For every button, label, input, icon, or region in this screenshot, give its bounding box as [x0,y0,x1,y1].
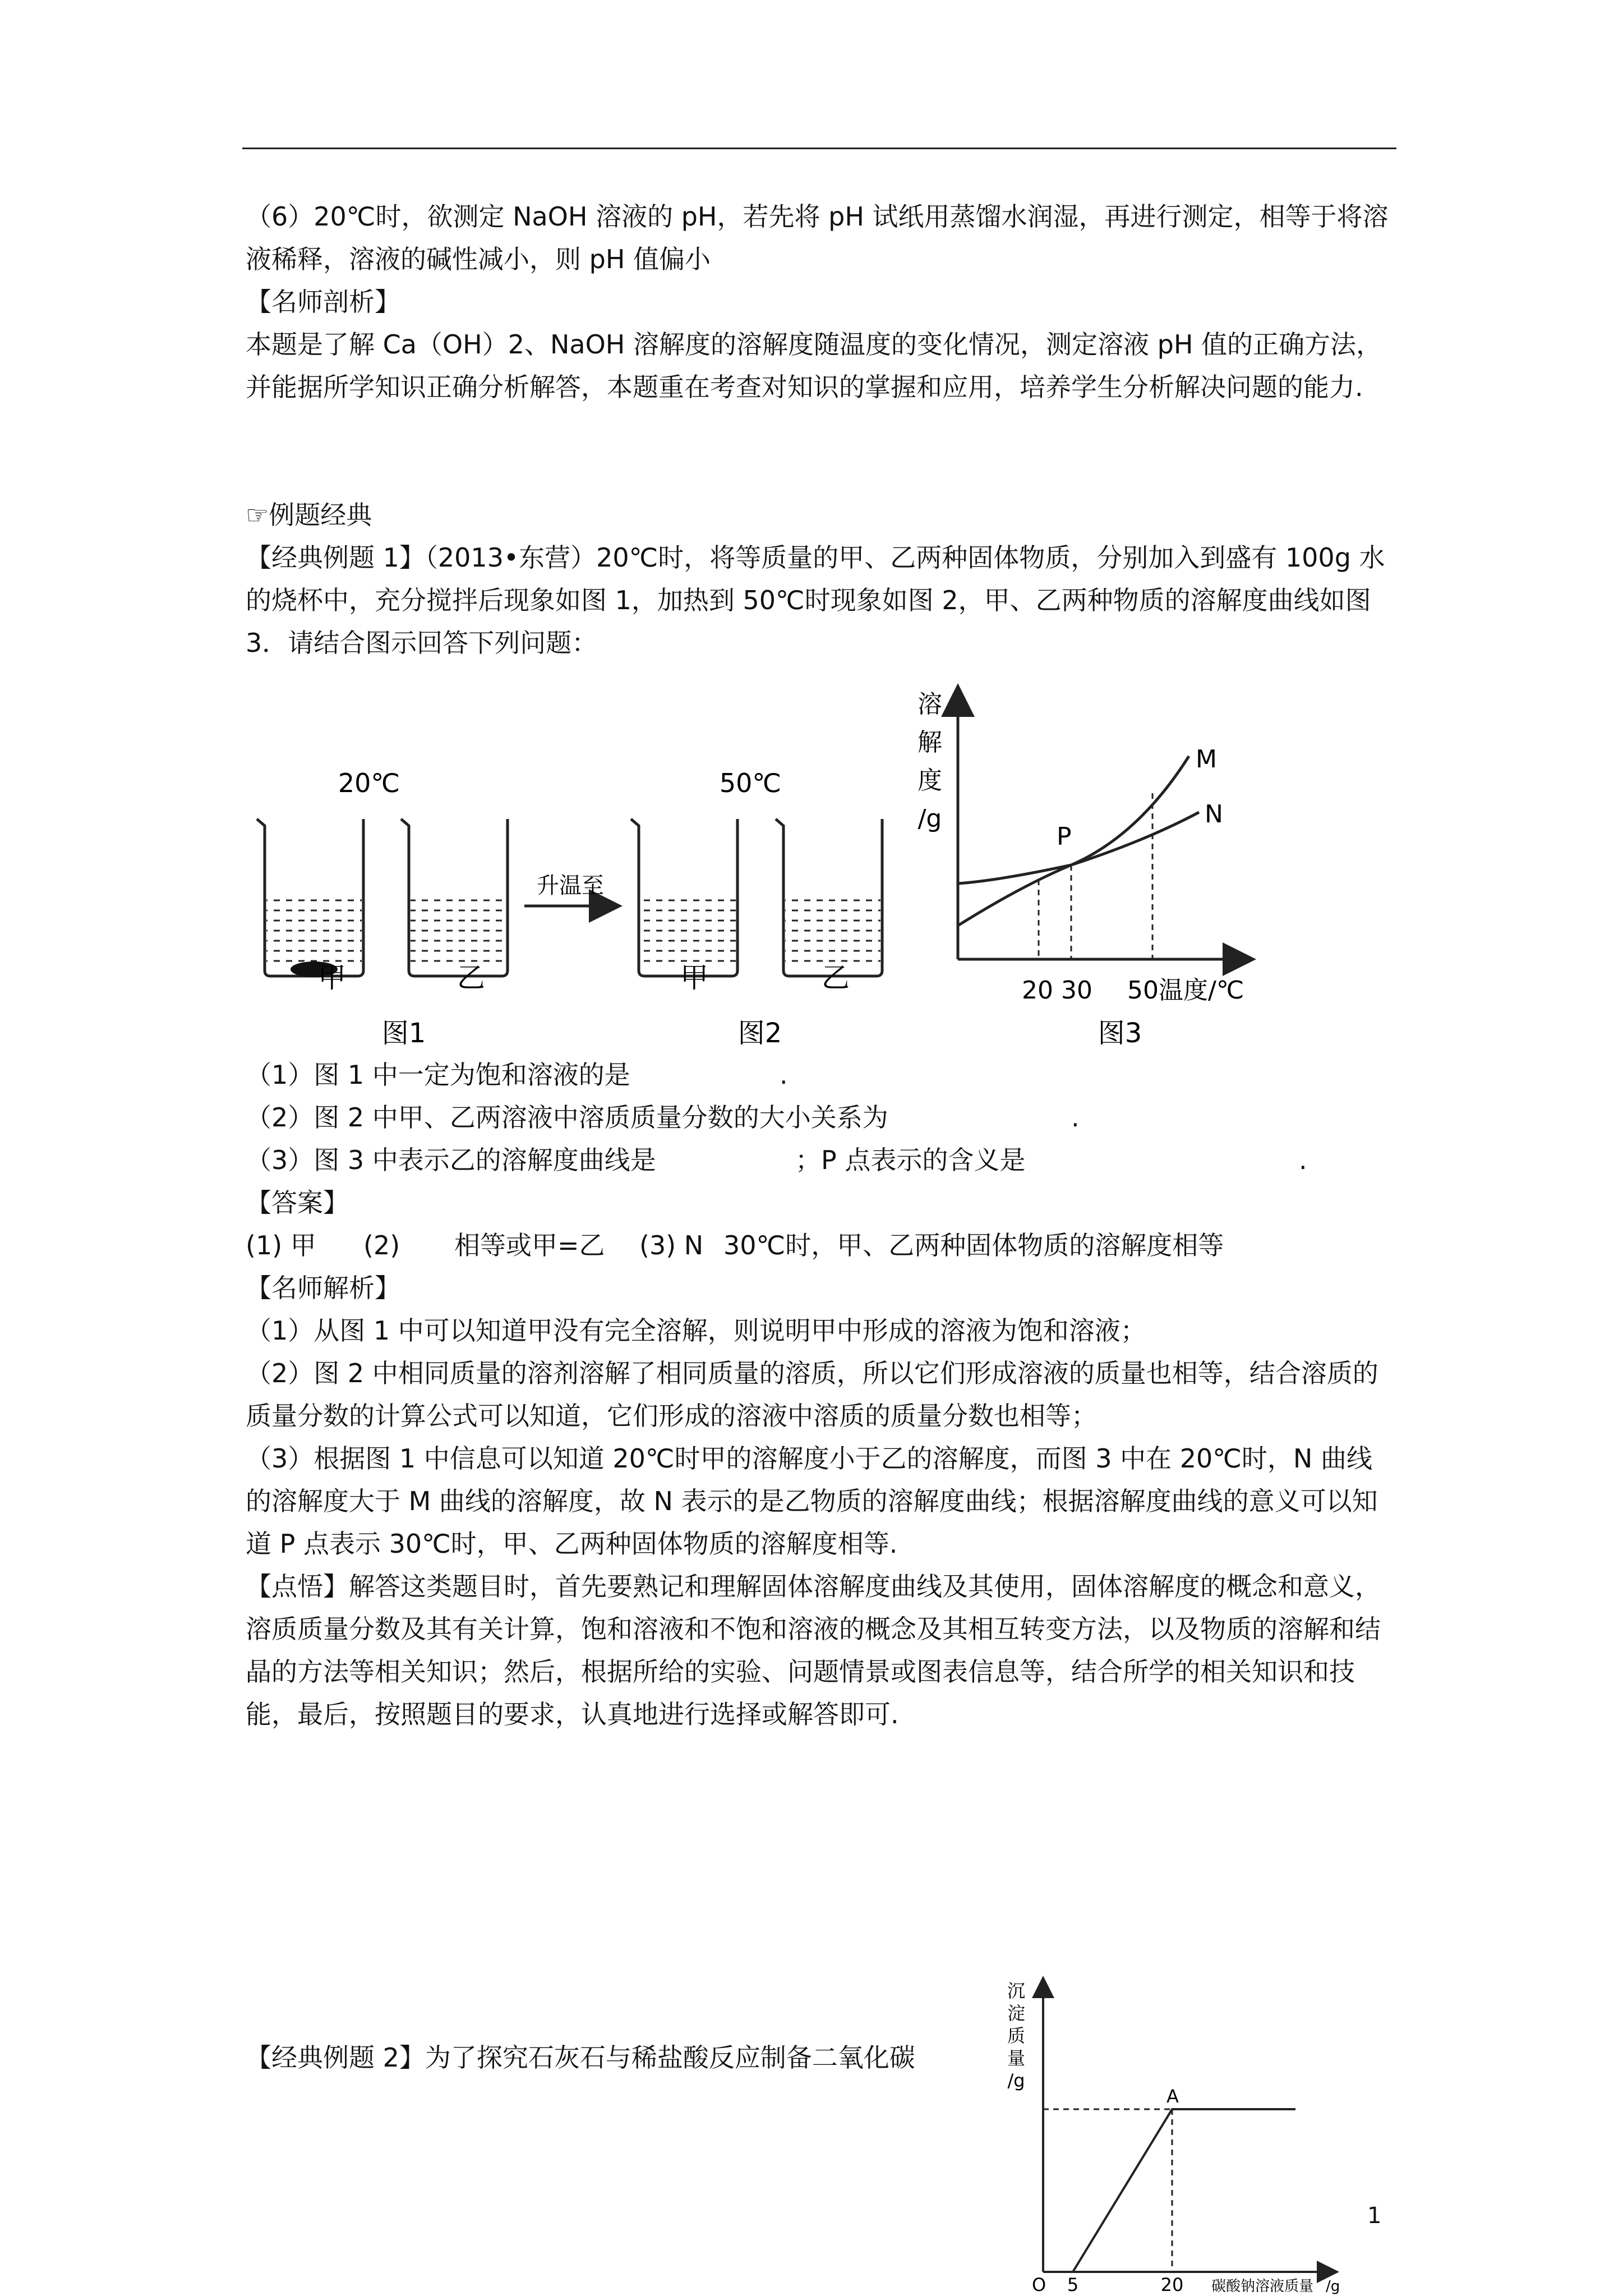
graph2-ylabel-3: 质 [1007,2025,1026,2046]
answer-heading: 【答案】 [246,1188,349,1218]
xtick-20-30: 20 30 [1022,976,1092,1005]
graph2-xlabel: 碳酸钠溶液质量 [1211,2278,1314,2295]
arrow-label: 升温至 [537,873,604,899]
caption-fig1: 图1 [381,1018,426,1049]
example-section-heading: ☞例题经典 [246,500,372,530]
curve-m-label: M [1196,745,1217,774]
question-2: （2）图 2 中甲、乙两溶液中溶质质量分数的大小关系为 [246,1102,888,1133]
xaxis-label: 温度/℃ [1159,976,1244,1005]
curve-n-label: N [1205,800,1223,829]
question-2-end: . [1071,1102,1080,1133]
point-a-label: A [1166,2086,1179,2107]
header-rule [242,148,1396,149]
caption-fig3: 图3 [1098,1018,1142,1049]
temp-label-50: 50℃ [719,768,782,798]
label-yi-1: 乙 [457,961,485,994]
graph2-ylabel-1: 沉 [1007,1980,1026,2001]
explanation-3: （3）根据图 1 中信息可以知道 20℃时甲的溶解度小于乙的溶解度，而图 3 中在 20℃时，N 曲线的溶解度大于 M 曲线的溶解度，故 N 表示的是乙物质的溶解度曲线；根据溶解度曲线的意义可以知道 P 点表示 30℃时，甲、乙两种固体物质的溶解度相等. [246,1443,1378,1559]
curve-m [958,756,1189,926]
question-1: （1）图 1 中一定为饱和溶液的是 [246,1060,630,1090]
ylabel-char-3: 度 [917,766,942,795]
caption-fig2: 图2 [737,1018,782,1049]
tip-paragraph: 【点悟】解答这类题目时，首先要熟记和理解固体溶解度曲线及其使用，固体溶解度的概念和意义，溶质质量分数及其有关计算，饱和溶液和不饱和溶液的概念及其相互转变方法，以及物质的溶解和结晶的方法等相关知识；然后，根据所给的实验、问题情景或图表信息等，结合所学的相关知识和技能，最后，按照题目的要求，认真地进行选择或解答即可. [246,1571,1381,1729]
answer-2: (2) [363,1230,400,1260]
question-3-end: . [1299,1145,1307,1175]
ylabel-char-4: /g [917,804,942,833]
example-2-text: 【经典例题 2】为了探究石灰石与稀盐酸反应制备二氧化碳 [246,2042,915,2073]
label-yi-2: 乙 [822,961,850,994]
solubility-curve-chart [917,689,1251,1005]
explanation-2: （2）图 2 中相同质量的溶剂溶解了相同质量的溶质，所以它们形成溶液的质量也相等，结合溶质的质量分数的计算公式可以知道，它们形成的溶液中溶质的质量分数也相等； [246,1358,1378,1431]
temp-label-20: 20℃ [338,768,400,798]
ylabel-char-2: 解 [917,728,942,757]
question-3: （3）图 3 中表示乙的溶解度曲线是 [246,1145,656,1175]
graph2-ylabel-5: /g [1007,2070,1025,2091]
paragraph-ph-measurement: （6）20℃时，欲测定 NaOH 溶液的 pH，若先将 pH 试纸用蒸馏水润湿，再进行测定，相等于将溶液稀释，溶液的碱性减小，则 pH 值偏小 [246,201,1389,274]
precipitate-graph [1004,1963,1385,2296]
example-1-figure [236,673,1301,1066]
example-1-text: 【经典例题 1】（2013•东营）20℃时，将等质量的甲、乙两种固体物质，分别加入到盛有 100g 水的烧杯中，充分搅拌后现象如图 1，加热到 50℃时现象如图 2，甲、乙两种物质的溶解度曲线如图 3．请结合图示回答下列问题： [246,542,1385,658]
xtick-5: 5 [1067,2274,1079,2295]
beaker-yi-fig2 [776,819,882,976]
graph2-ylabel-2: 淀 [1007,2003,1026,2024]
answer-3: (3) N [639,1230,704,1260]
heating-arrow [524,873,617,906]
page-number: 1 [1367,2203,1382,2229]
point-p-label: P [1057,822,1072,851]
question-1-end: . [780,1060,788,1090]
answer-2-value: 相等或甲=乙 [454,1230,605,1260]
xtick-20: 20 [1160,2274,1184,2295]
origin-label: O [1032,2274,1046,2295]
beaker-yi-fig1 [401,819,508,976]
beaker-jia-fig1 [257,819,363,977]
graph2-xunit: /g [1326,2278,1340,2295]
question-3-mid: ；P 点表示的含义是 [795,1145,1026,1175]
label-jia-2: 甲 [680,961,708,994]
answer-1: (1) 甲 [246,1230,316,1260]
precipitate-line [1073,2109,1295,2272]
beaker-jia-fig2 [631,819,737,976]
teacher-analysis-body: 本题是了解 Ca（OH）2、NaOH 溶解度的溶解度随温度的变化情况，测定溶液 pH 值的正确方法，并能据所学知识正确分析解答，本题重在考查对知识的掌握和应用，培养学生分析解决问题的能力. [246,329,1382,402]
ylabel-char-1: 溶 [917,690,942,719]
label-jia-1: 甲 [318,961,346,994]
teacher-analysis-heading: 【名师剖析】 [246,287,400,317]
answer-3-value: 30℃时，甲、乙两种固体物质的溶解度相等 [723,1230,1224,1260]
explanation-heading: 【名师解析】 [246,1273,400,1303]
graph2-ylabel-4: 量 [1007,2047,1026,2069]
curve-n [958,812,1199,884]
explanation-1: （1）从图 1 中可以知道甲没有完全溶解，则说明甲中形成的溶液为饱和溶液； [246,1315,1146,1346]
xtick-50: 50 [1127,976,1159,1005]
